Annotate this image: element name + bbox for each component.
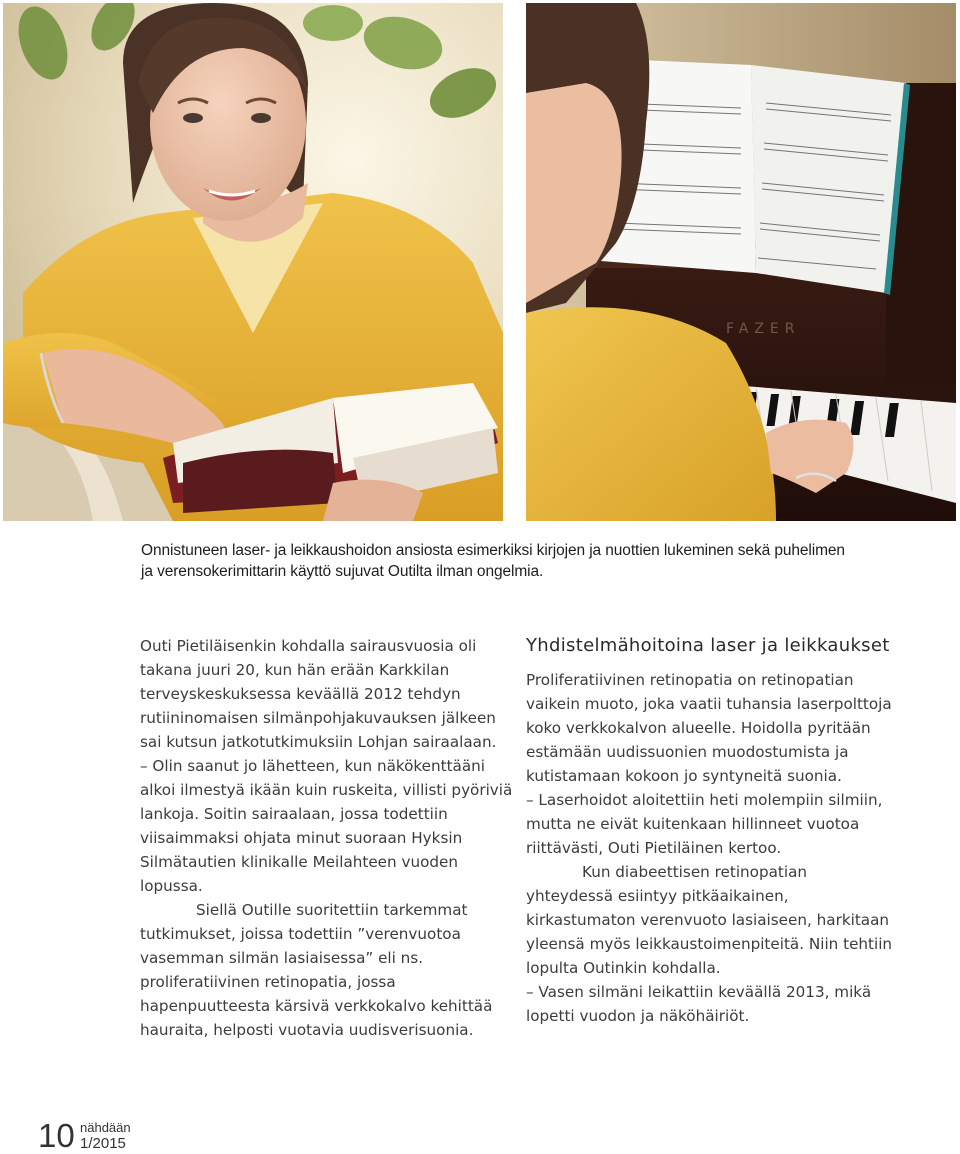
photo-caption xyxy=(141,540,911,582)
caption-line-2: ja verensokerimittarin käyttö sujuvat Outilta ilman ongelmia. xyxy=(141,563,544,580)
paragraph: – Olin saanut jo lähetteen, kun näkökenttääni alkoi ilmestyä ikään kuin ruskeita, villisti pyöriviä lankoja. Soitin sairaalaan, jossa todettiin viisaimmaksi ohjata minut suoraan Hyksin Silmätautien klinikalle Meilahteen vuoden lopussa. xyxy=(140,757,513,895)
paragraph: – Vasen silmäni leikattiin keväällä 2013, mikä lopetti vuodon ja näköhäiriöt. xyxy=(526,983,872,1025)
paragraph: Outi Pietiläisenkin kohdalla sairausvuosia oli takana juuri 20, kun hän erään Karkkilan terveyskeskuksessa keväällä 2012 tehdyn rutiininomaisen silmänpohjakuvauksen jälkeen sai kutsun jatkotutkimuksiin Lohjan sairaalaan. xyxy=(140,637,497,751)
paragraph: – Laserhoidot aloitettiin heti molempiin silmiin, mutta ne eivät kuitenkaan hillinneet vuotoa riittävästi, Outi Pietiläinen kertoo. xyxy=(526,791,883,857)
piano-brand: FAZER xyxy=(726,321,801,337)
woman-playing-piano-photo-icon xyxy=(526,3,956,521)
article-left-column xyxy=(140,634,520,1042)
woman-reading-book-photo-icon xyxy=(3,3,503,521)
paragraph: Proliferatiivinen retinopatia on retinopatian vaikein muoto, joka vaatii tuhansia laserpolttoja koko verkkokalvon alueelle. Hoidolla pyritään estämään uudissuonien muodostumista ja kutistamaan kokoon jo syntyneitä suonia. xyxy=(526,671,892,785)
paragraph: Kun diabeettisen retinopatian yhteydessä esiintyy pitkäaikainen, kirkastumaton verenvuoto lasiaiseen, harkitaan yleensä myös leikkaustoimenpiteitä. Niin tehtiin lopulta Outinkin kohdalla. xyxy=(526,863,893,977)
woman-reading-photo xyxy=(3,3,503,521)
issue-number: 1/2015 xyxy=(80,1135,126,1152)
magazine-name: nähdään xyxy=(80,1120,131,1135)
page-number: 10 xyxy=(38,1117,75,1154)
woman-piano-photo xyxy=(526,3,956,521)
article-right-column xyxy=(526,634,896,1028)
caption-line-1: Onnistuneen laser- ja leikkaushoidon ansiosta esimerkiksi kirjojen ja nuottien lukeminen sekä puhelimen xyxy=(141,542,845,559)
paragraph: Siellä Outille suoritettiin tarkemmat tutkimukset, joissa todettiin ”verenvuotoa vasemman silmän lasiaisessa” eli ns. proliferatiivinen retinopatia, jossa hapenpuutteesta kärsivä verkkokalvo kehittää hauraita, helposti vuotavia uudisverisuonia. xyxy=(140,901,493,1039)
section-heading: Yhdistelmähoitoina laser ja leikkaukset xyxy=(526,635,890,656)
